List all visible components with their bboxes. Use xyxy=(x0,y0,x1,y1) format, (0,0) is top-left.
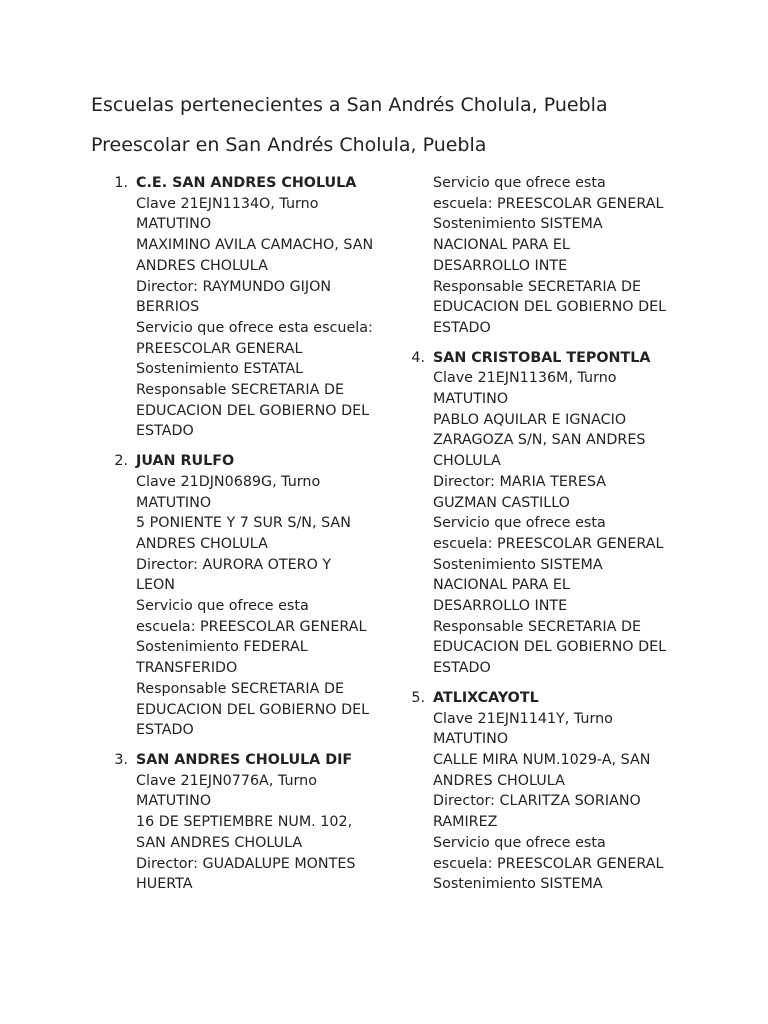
school-entry xyxy=(405,688,690,895)
detail-line: EDUCACION DEL GOBIERNO DEL xyxy=(433,639,667,656)
school-entry xyxy=(405,348,690,679)
detail-line: Servicio que ofrece esta xyxy=(433,175,606,191)
detail-line: MATUTINO xyxy=(433,391,509,408)
entry-body xyxy=(433,688,690,895)
detail-line: MAXIMINO AVILA CAMACHO, SAN xyxy=(136,237,374,254)
detail-line: Responsable SECRETARIA DE xyxy=(136,680,344,697)
detail-line: MATUTINO xyxy=(136,793,212,810)
entry-number: 5. xyxy=(411,689,425,706)
detail-line: EDUCACION DEL GOBIERNO DEL xyxy=(433,299,667,316)
detail-line: Director: MARIA TERESA xyxy=(433,473,606,490)
detail-line: LEON xyxy=(136,577,175,594)
detail-line: Servicio que ofrece esta xyxy=(136,598,309,615)
school-details xyxy=(433,709,690,895)
detail-line: RAMIREZ xyxy=(433,814,498,831)
detail-line: NACIONAL PARA EL xyxy=(433,577,570,594)
detail-line: 16 DE SEPTIEMBRE NUM. 102, xyxy=(136,814,353,831)
school-entry xyxy=(108,173,393,442)
entry-number: 3. xyxy=(114,751,128,768)
detail-line: DESARROLLO INTE xyxy=(433,598,568,615)
school-entry xyxy=(108,750,393,895)
entry-body xyxy=(136,750,393,895)
detail-line: PABLO AQUILAR E IGNACIO xyxy=(433,411,627,428)
detail-line: Servicio que ofrece esta xyxy=(433,515,606,532)
school-name: JUAN RULFO xyxy=(136,453,235,470)
detail-line: CHOLULA xyxy=(433,453,501,470)
detail-line: Clave 21EJN1141Y, Turno xyxy=(433,710,613,727)
entry-body xyxy=(136,451,393,741)
detail-line: Sostenimiento SISTEMA xyxy=(433,876,603,893)
detail-line: ESTADO xyxy=(433,660,491,677)
entry-body xyxy=(433,348,690,679)
detail-line: Servicio que ofrece esta xyxy=(433,834,606,851)
entry-number: 2. xyxy=(114,453,128,470)
right-column xyxy=(405,173,690,904)
detail-line: Servicio que ofrece esta escuela: xyxy=(136,319,373,336)
school-entry xyxy=(108,451,393,741)
detail-line: MATUTINO xyxy=(136,216,212,233)
school-name: SAN CRISTOBAL TEPONTLA xyxy=(433,349,651,366)
detail-line: EDUCACION DEL GOBIERNO DEL xyxy=(136,701,370,718)
detail-line: Director: RAYMUNDO GIJON xyxy=(136,278,332,295)
detail-line: HUERTA xyxy=(136,876,193,893)
detail-line: ESTADO xyxy=(136,423,194,440)
school-details xyxy=(433,368,690,679)
detail-line: Clave 21EJN1134O, Turno xyxy=(136,195,319,212)
detail-line: escuela: PREESCOLAR GENERAL xyxy=(136,618,367,635)
detail-line: BERRIOS xyxy=(136,299,200,316)
detail-line: Sostenimiento FEDERAL xyxy=(136,639,308,656)
detail-line: ANDRES CHOLULA xyxy=(433,772,565,789)
detail-line: escuela: PREESCOLAR GENERAL xyxy=(433,195,664,212)
detail-line: Director: CLARITZA SORIANO xyxy=(433,793,641,810)
entry-number: 4. xyxy=(411,349,425,366)
detail-line: Clave 21EJN0776A, Turno xyxy=(136,772,317,789)
detail-line: ESTADO xyxy=(136,722,194,739)
school-details xyxy=(433,173,690,339)
entry-body xyxy=(433,173,690,339)
detail-line: Sostenimiento ESTATAL xyxy=(136,361,304,378)
school-name: C.E. SAN ANDRES CHOLULA xyxy=(136,175,357,191)
detail-line: DESARROLLO INTE xyxy=(433,257,568,274)
school-name: SAN ANDRES CHOLULA DIF xyxy=(136,751,353,768)
section-title: Preescolar en San Andrés Cholula, Puebla xyxy=(91,134,487,156)
detail-line: MATUTINO xyxy=(136,494,212,511)
detail-line: ZARAGOZA S/N, SAN ANDRES xyxy=(433,432,646,449)
detail-line: Clave 21DJN0689G, Turno xyxy=(136,473,321,490)
detail-line: 5 PONIENTE Y 7 SUR S/N, SAN xyxy=(136,515,351,532)
left-column xyxy=(108,173,393,904)
detail-line: Sostenimiento SISTEMA xyxy=(433,556,603,573)
school-details xyxy=(136,472,393,741)
entry-body xyxy=(136,173,393,442)
detail-line: Responsable SECRETARIA DE xyxy=(433,618,641,635)
detail-line: Responsable SECRETARIA DE xyxy=(433,278,641,295)
detail-line: Clave 21EJN1136M, Turno xyxy=(433,370,617,387)
detail-line: ANDRES CHOLULA xyxy=(136,535,268,552)
detail-line: PREESCOLAR GENERAL xyxy=(136,340,303,357)
detail-line: escuela: PREESCOLAR GENERAL xyxy=(433,855,664,872)
detail-line: Director: AURORA OTERO Y xyxy=(136,556,332,573)
school-name: ATLIXCAYOTL xyxy=(433,689,539,706)
school-details xyxy=(136,194,393,442)
school-details xyxy=(136,771,393,895)
detail-line: CALLE MIRA NUM.1029-A, SAN xyxy=(433,751,651,768)
detail-line: SAN ANDRES CHOLULA xyxy=(136,834,303,851)
entry-number: 1. xyxy=(114,175,128,191)
detail-line: escuela: PREESCOLAR GENERAL xyxy=(433,535,664,552)
page-title: Escuelas pertenecientes a San Andrés Cholula, Puebla xyxy=(91,94,608,116)
detail-line: NACIONAL PARA EL xyxy=(433,237,570,254)
detail-line: ANDRES CHOLULA xyxy=(136,257,268,274)
detail-line: Sostenimiento SISTEMA xyxy=(433,216,603,233)
detail-line: Responsable SECRETARIA DE xyxy=(136,382,344,399)
detail-line: ESTADO xyxy=(433,319,491,336)
school-entry-continued xyxy=(405,173,690,339)
detail-line: EDUCACION DEL GOBIERNO DEL xyxy=(136,402,370,419)
detail-line: GUZMAN CASTILLO xyxy=(433,494,570,511)
detail-line: Director: GUADALUPE MONTES xyxy=(136,855,356,872)
detail-line: TRANSFERIDO xyxy=(136,660,238,677)
detail-line: MATUTINO xyxy=(433,731,509,748)
